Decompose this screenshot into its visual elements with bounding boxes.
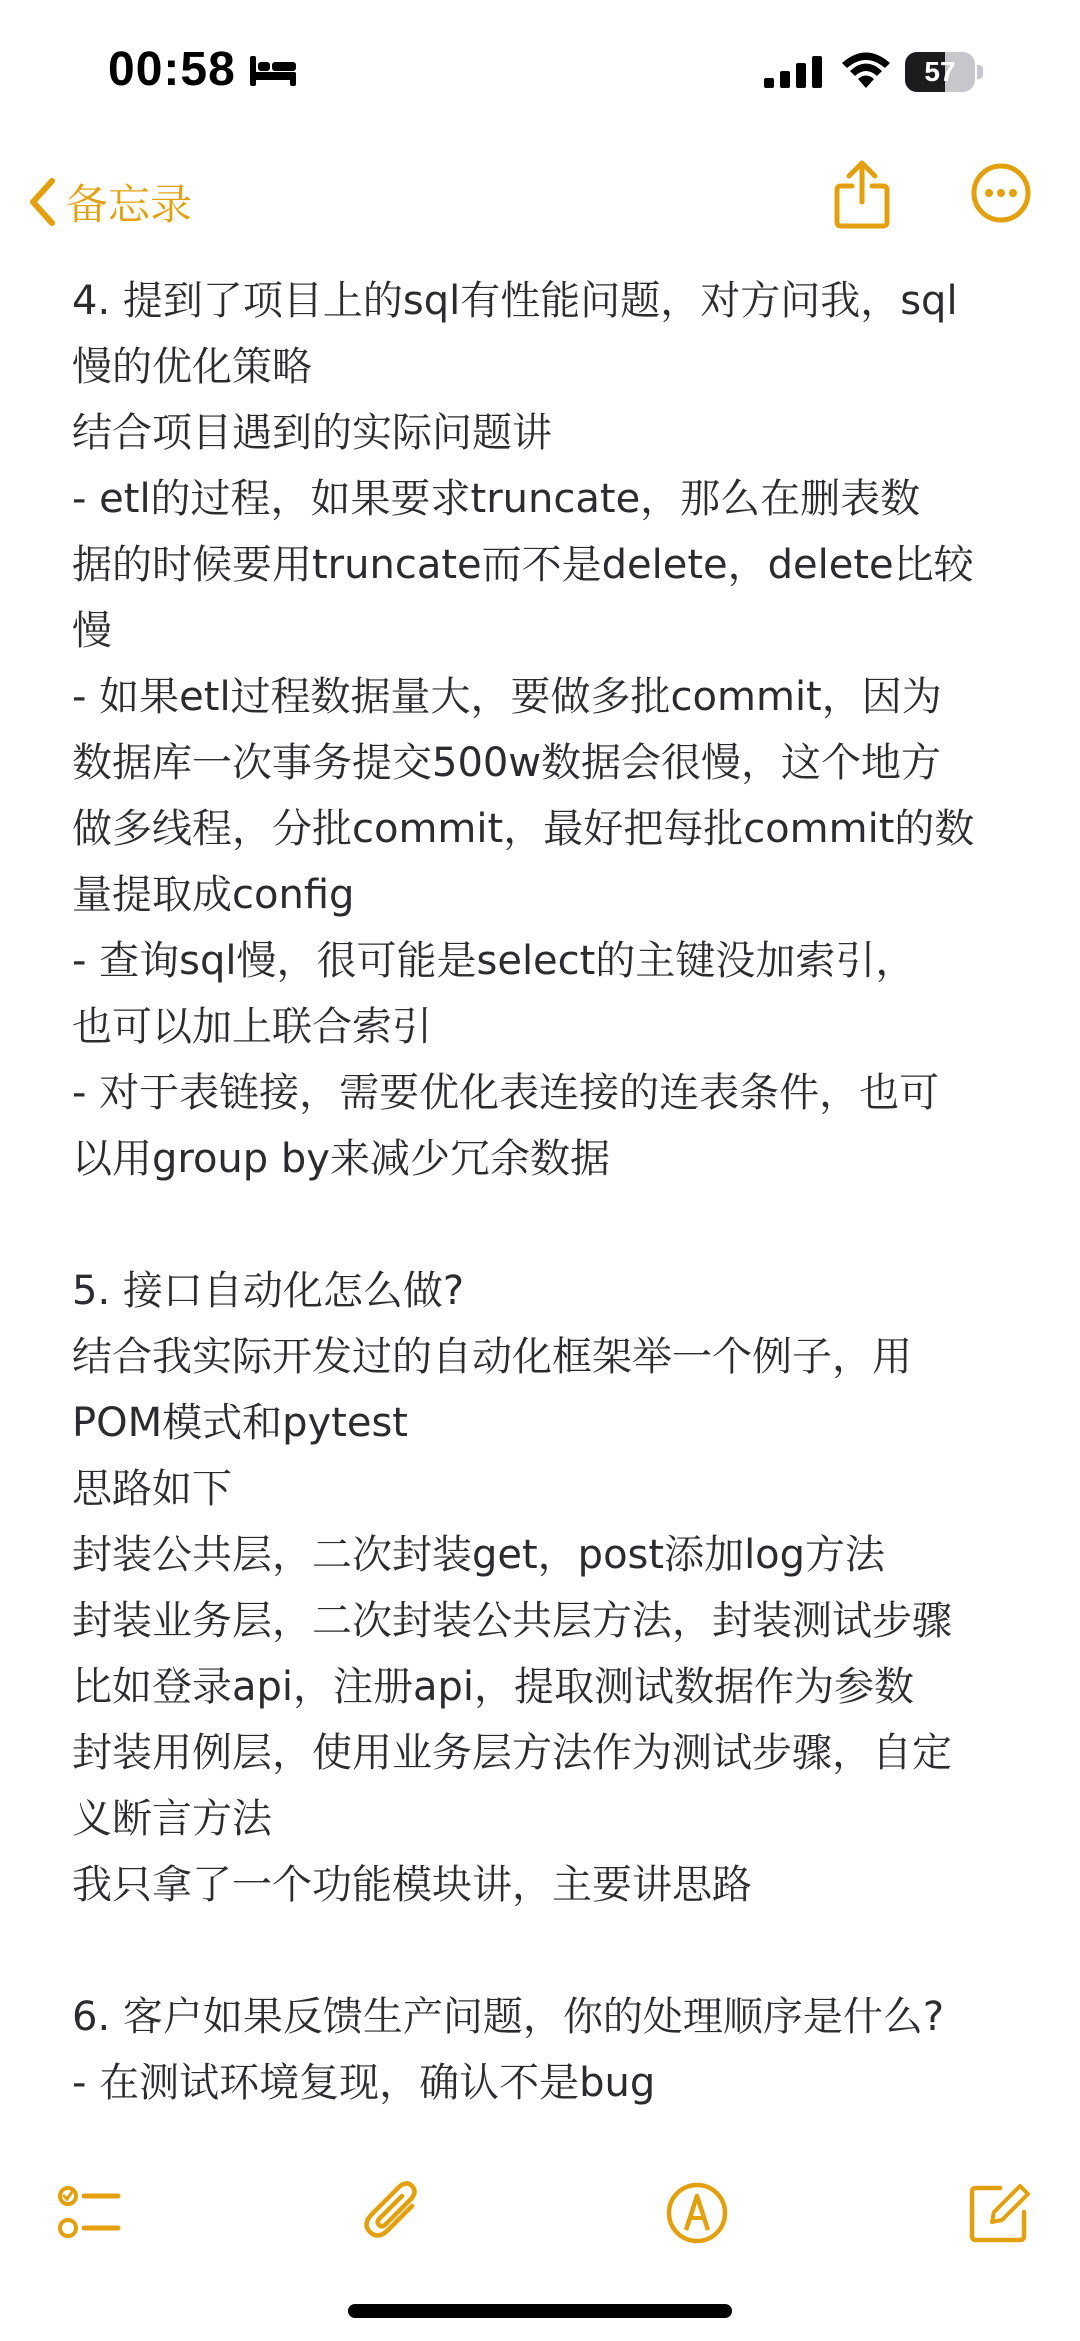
note-line: - etl的过程，如果要求truncate，那么在删表数 (72, 476, 921, 522)
note-line: 慢的优化策略 (72, 344, 312, 390)
back-button[interactable] (28, 162, 192, 242)
note-line: 我只拿了一个功能模块讲，主要讲思路 (72, 1862, 752, 1908)
note-line: 据的时候要用truncate而不是delete，delete比较 (72, 542, 974, 588)
more-icon[interactable] (970, 162, 1032, 224)
note-line: - 在测试环境复现，确认不是bug (72, 2060, 656, 2106)
note-line: 5. 接口自动化怎么做? (72, 1268, 465, 1314)
checklist-icon[interactable] (56, 2180, 122, 2246)
note-line: - 如果etl过程数据量大，要做多批commit，因为 (72, 674, 942, 720)
note-line: 义断言方法 (72, 1796, 272, 1842)
note-line: 封装用例层，使用业务层方法作为测试步骤，自定 (72, 1730, 952, 1776)
status-bar (0, 0, 1080, 150)
bed-icon (250, 56, 296, 86)
status-time: 00:58 (108, 43, 236, 96)
battery-icon (905, 52, 983, 92)
markup-icon[interactable] (664, 2180, 730, 2246)
note-line: 结合我实际开发过的自动化框架举一个例子，用 (72, 1334, 912, 1380)
note-line: 封装业务层，二次封装公共层方法，封装测试步骤 (72, 1598, 952, 1644)
note-line: 慢 (72, 608, 112, 654)
note-line: - 对于表链接，需要优化表连接的连表条件，也可 (72, 1070, 940, 1116)
note-line: 4. 提到了项目上的sql有性能问题，对方问我，sql (72, 278, 958, 324)
note-line: 6. 客户如果反馈生产问题，你的处理顺序是什么? (72, 1994, 945, 2040)
note-line: 量提取成config (72, 872, 355, 918)
back-label: 备忘录 (66, 180, 193, 229)
note-line: 思路如下 (72, 1466, 232, 1512)
nav-bar (0, 150, 1080, 260)
home-indicator (348, 2304, 732, 2318)
chevron-left-icon (28, 177, 56, 227)
note-line: POM模式和pytest (72, 1400, 408, 1446)
compose-icon[interactable] (966, 2180, 1032, 2246)
note-line: 封装公共层，二次封装get，post添加log方法 (72, 1532, 886, 1578)
note-line: 以用group by来减少冗余数据 (72, 1136, 610, 1182)
signal-icon (764, 56, 826, 88)
battery-percentage: 57 (924, 56, 956, 87)
note-blank-line (72, 1192, 1022, 1258)
note-blank-line (72, 1918, 1022, 1984)
note-line: 也可以加上联合索引 (72, 1004, 432, 1050)
share-icon[interactable] (832, 158, 892, 230)
attachment-icon[interactable] (362, 2180, 428, 2246)
note-line: - 查询sql慢，很可能是select的主键没加索引， (72, 938, 916, 984)
wifi-icon (840, 50, 892, 90)
note-line: 做多线程，分批commit，最好把每批commit的数 (72, 806, 975, 852)
note-line: 数据库一次事务提交500w数据会很慢，这个地方 (72, 740, 942, 786)
note-body[interactable] (72, 268, 1022, 2116)
note-line: 结合项目遇到的实际问题讲 (72, 410, 552, 456)
note-line: 比如登录api，注册api，提取测试数据作为参数 (72, 1664, 915, 1710)
